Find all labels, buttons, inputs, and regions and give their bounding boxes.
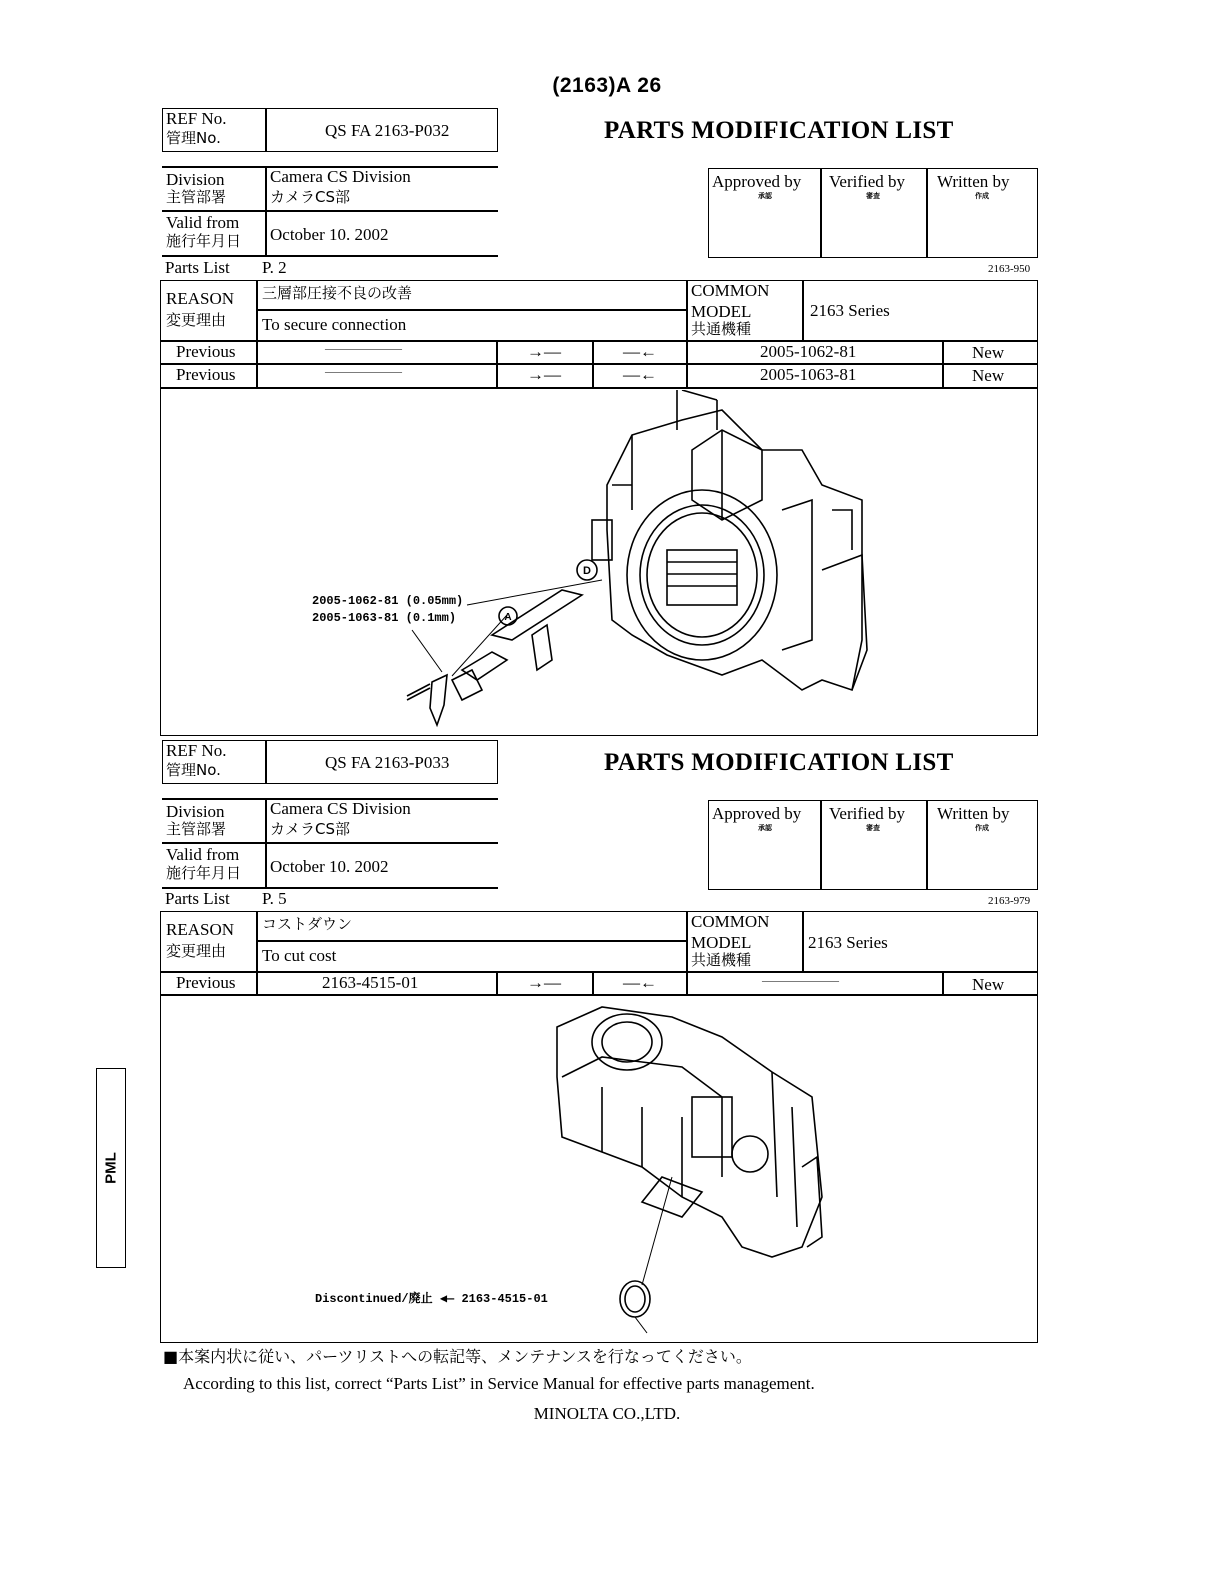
callout-part-1: 2005-1062-81 (0.05mm) (312, 594, 464, 608)
division-value-en: Camera CS Division (270, 167, 411, 186)
side-tab (96, 1068, 126, 1268)
previous-label: Previous (176, 973, 236, 992)
written-by-label: Written by (937, 804, 1010, 823)
callout-part-2: 2005-1063-81 (0.1mm) (312, 611, 457, 625)
common-model-value: 2163 Series (810, 301, 890, 320)
common-label-jp: 共通機種 (691, 320, 752, 338)
marker-d: D (583, 565, 591, 577)
valid-date: October 10. 2002 (270, 225, 389, 244)
reason-en: To cut cost (262, 946, 337, 965)
division-value-jp: カメラCS部 (270, 188, 350, 206)
new-label: New (972, 975, 1005, 994)
previous-label: Previous (176, 365, 236, 384)
arrow-left: —← (623, 973, 657, 992)
discontinued-callout: Discontinued/廃止 ◀— 2163-4515-01 (315, 1292, 548, 1306)
valid-label-jp: 施行年月日 (166, 864, 242, 882)
parts-list-label: Parts List (165, 258, 230, 277)
arrow-right: →— (527, 342, 561, 361)
arrow-left: —← (623, 365, 657, 384)
approved-by-jp: 承認 (758, 192, 772, 200)
valid-label-en: Valid from (166, 213, 240, 232)
doc-code: 2163-950 (988, 263, 1031, 275)
ref-number: QS FA 2163-P033 (325, 753, 450, 772)
common-label-jp: 共通機種 (691, 951, 752, 969)
approved-by-label: Approved by (712, 172, 802, 191)
common-label: COMMON (691, 912, 770, 931)
verified-by-label: Verified by (829, 804, 906, 823)
reason-jp: コストダウン (262, 915, 353, 933)
division-label-jp: 主管部署 (166, 820, 227, 838)
camera-body-rear-diagram (162, 997, 1036, 1341)
parts-list-page: P. 5 (262, 889, 287, 908)
verified-by-label: Verified by (829, 172, 906, 191)
page-title: PARTS MODIFICATION LIST (604, 117, 954, 144)
reason-label-jp: 変更理由 (166, 311, 227, 329)
previous-label: Previous (176, 342, 236, 361)
valid-date: October 10. 2002 (270, 857, 389, 876)
page-title: PARTS MODIFICATION LIST (604, 749, 954, 776)
reason-en: To secure connection (262, 315, 407, 334)
arrow-left: —← (623, 342, 657, 361)
company-name: MINOLTA CO.,LTD. (533, 1404, 681, 1423)
page-header: (2163)A 26 (552, 74, 662, 97)
footer-note-en: According to this list, correct “Parts List” in Service Manual for effective parts management. (183, 1374, 815, 1393)
division-label-en: Division (166, 802, 225, 821)
reason-jp: 三層部圧接不良の改善 (262, 284, 413, 302)
previous-value: 2163-4515-01 (322, 973, 419, 992)
reason-label-en: REASON (166, 920, 235, 939)
valid-label-jp: 施行年月日 (166, 232, 242, 250)
verified-by-jp: 審査 (866, 824, 880, 832)
model-label: MODEL (691, 933, 752, 952)
side-tab-label: PML (102, 1152, 120, 1184)
ref-label-jp: 管理No. (166, 761, 221, 779)
written-by-label: Written by (937, 172, 1010, 191)
doc-code: 2163-979 (988, 895, 1031, 907)
new-part-number: 2005-1062-81 (760, 342, 857, 361)
new-part-number: ——————— (762, 975, 839, 987)
division-label-jp: 主管部署 (166, 188, 227, 206)
reason-label-jp: 変更理由 (166, 942, 227, 960)
marker-a: A (504, 612, 512, 623)
reason-label-en: REASON (166, 289, 235, 308)
ref-label-jp: 管理No. (166, 129, 221, 147)
footer-note-jp: ■本案内状に従い、パーツリストへの転記等、メンテナンスを行なってください。 (163, 1347, 752, 1366)
division-label-en: Division (166, 170, 225, 189)
ref-number: QS FA 2163-P032 (325, 121, 450, 140)
common-model-value: 2163 Series (808, 933, 888, 952)
model-label: MODEL (691, 302, 752, 321)
ref-label-en: REF No. (166, 741, 227, 760)
parts-list-page: P. 2 (262, 258, 287, 277)
approved-by-label: Approved by (712, 804, 802, 823)
new-label: New (972, 366, 1005, 385)
ref-label-en: REF No. (166, 109, 227, 128)
camera-body-diagram (162, 390, 1036, 734)
written-by-jp: 作成 (975, 824, 989, 832)
approved-by-jp: 承認 (758, 824, 772, 832)
previous-value: ——————— (325, 343, 402, 355)
division-value-en: Camera CS Division (270, 799, 411, 818)
division-value-jp: カメラCS部 (270, 820, 350, 838)
previous-value: ——————— (325, 366, 402, 378)
arrow-right: →— (527, 973, 561, 992)
valid-label-en: Valid from (166, 845, 240, 864)
new-label: New (972, 343, 1005, 362)
written-by-jp: 作成 (975, 192, 989, 200)
parts-list-label: Parts List (165, 889, 230, 908)
verified-by-jp: 審査 (866, 192, 880, 200)
arrow-right: →— (527, 365, 561, 384)
new-part-number: 2005-1063-81 (760, 365, 857, 384)
common-label: COMMON (691, 281, 770, 300)
